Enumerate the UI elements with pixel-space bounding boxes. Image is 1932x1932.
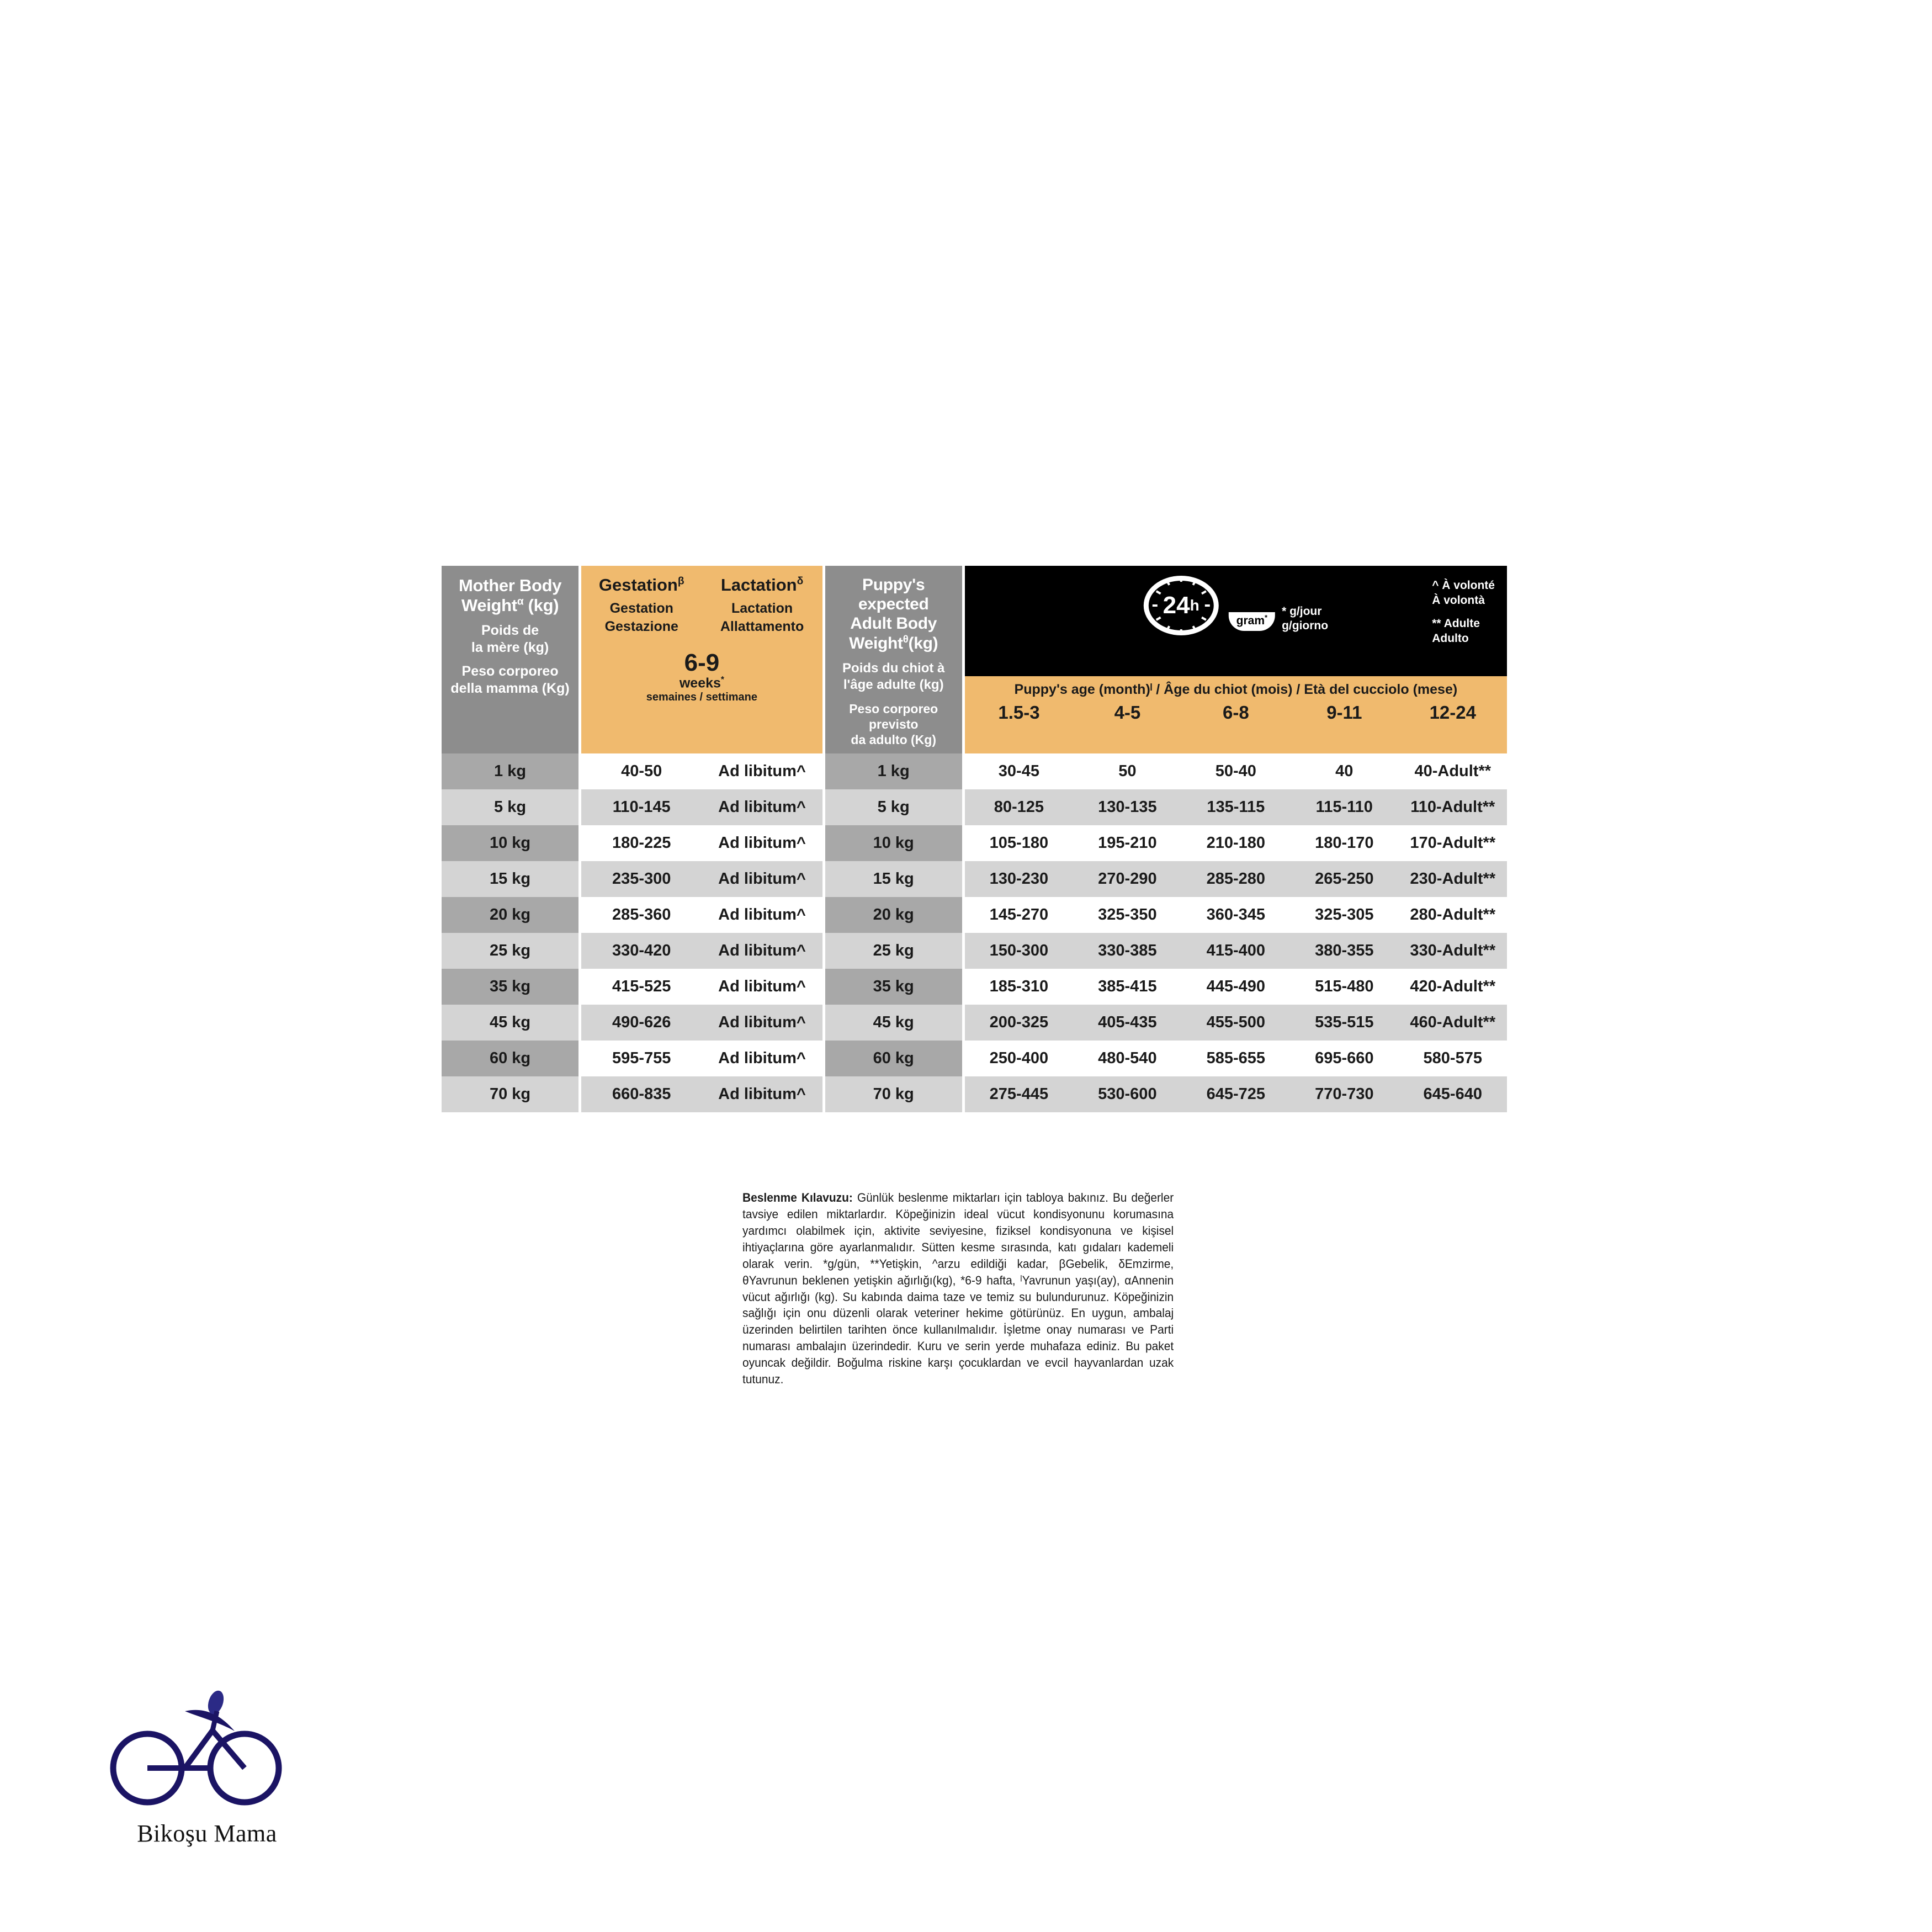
clock-unit: h xyxy=(1190,597,1199,614)
header-mother-body-weight xyxy=(442,566,578,753)
table-row xyxy=(442,753,1507,789)
cell-lactation: Ad libitum^ xyxy=(702,825,822,861)
age-col-1: 1.5-3 xyxy=(998,702,1040,723)
header-puppy-unit: (kg) xyxy=(908,634,938,653)
header-puppy-en3: Weight xyxy=(849,634,903,653)
feeding-guide-table xyxy=(442,566,1507,1112)
header-gestation-lactation xyxy=(581,566,822,753)
age-col-3: 6-8 xyxy=(1223,702,1249,723)
cell-puppy-weight: 20 kg xyxy=(825,897,962,933)
cell-age-5: 420-Adult** xyxy=(1399,969,1507,1005)
cell-age-4: 40 xyxy=(1290,753,1398,789)
feeding-guide-heading: Beslenme Kılavuzu: xyxy=(742,1191,853,1204)
cell-puppy-weight: 5 kg xyxy=(825,789,962,825)
cell-age-3: 455-500 xyxy=(1182,1005,1290,1041)
header-puppy-en2: Adult Body xyxy=(850,614,937,633)
header-puppy-fr1: Poids du chiot à xyxy=(842,661,945,676)
cell-age-5: 460-Adult** xyxy=(1399,1005,1507,1041)
header-mother-it1: Peso corporeo xyxy=(461,664,559,680)
cell-lactation: Ad libitum^ xyxy=(702,753,822,789)
cell-age-4: 770-730 xyxy=(1290,1076,1398,1112)
header-mother-title-it xyxy=(446,663,574,697)
feeding-guide-body: Günlük beslenme miktarları için tabloya bakınız. Bu değerler tavsiye edilen miktarlardır. Köpeğinizin ideal vücut kondisyonunu korumasına yardımcı olabilmek için, aktivite seviyesine, fiziksel kondisyonuna ve kişisel ihtiyaçlarına göre ayarlanmalıdır. Sütten kesme sırasında, katı gıdaları kademeli olarak verin. *g/gün, **Yetişkin, ^arzu edildiği kadar, βGebelik, δEmzirme, θYavrunun beklenen yetişkin ağırlığı(kg), *6-9 hafta, ˡYavrunun yaşı(ay), αAnnenin vücut ağırlığı (kg). Su kabında daima taze ve temiz su bulundurunuz. Köpeğinizin sağlığı için onu düzenli olarak veteriner hekime götürünüz. En uygun, ambalaj üzerinden belirtilen tarihten önce kullanılmalıdır. İşletme onay numarası ve Parti numarası ambalajın üzerindedir. Kuru ve serin yerde muhafaza ediniz. Bu paket oyuncak değildir. Boğulma riskine karşı çocuklardan ve evcil hayvanlardan uzak tutunuz. xyxy=(742,1191,1174,1387)
header-mother-title-en1: Mother Body xyxy=(459,576,562,595)
header-ages-black-band xyxy=(965,566,1507,676)
header-puppy-en1: Puppy's expected xyxy=(858,576,929,613)
cell-age-3: 445-490 xyxy=(1182,969,1290,1005)
cell-age-5: 110-Adult** xyxy=(1399,789,1507,825)
table-row xyxy=(442,897,1507,933)
header-gestation-fr: Gestation xyxy=(609,601,673,617)
cell-age-5: 230-Adult** xyxy=(1399,861,1507,897)
header-puppy-it xyxy=(829,701,959,747)
header-weeks-sup: * xyxy=(720,675,724,685)
unit-per-day-label xyxy=(1282,604,1328,634)
cell-age-2: 270-290 xyxy=(1073,861,1181,897)
volonte-fr: ^ À volonté xyxy=(1432,579,1495,592)
header-lactation-title: Lactation xyxy=(720,575,797,595)
cell-mother-weight: 25 kg xyxy=(442,933,578,969)
cell-age-4: 695-660 xyxy=(1290,1041,1398,1076)
cell-age-5: 330-Adult** xyxy=(1399,933,1507,969)
cell-age-1: 80-125 xyxy=(965,789,1073,825)
g-jour: * g/jour xyxy=(1282,604,1322,618)
table-body xyxy=(442,753,1507,1112)
cell-mother-weight: 20 kg xyxy=(442,897,578,933)
cell-age-4: 180-170 xyxy=(1290,825,1398,861)
cell-age-4: 515-480 xyxy=(1290,969,1398,1005)
header-weeks-range: 6-9 xyxy=(684,649,720,677)
cell-age-2: 325-350 xyxy=(1073,897,1181,933)
cell-mother-weight: 45 kg xyxy=(442,1005,578,1041)
cell-puppy-weight: 1 kg xyxy=(825,753,962,789)
cell-mother-weight: 10 kg xyxy=(442,825,578,861)
cell-age-2: 330-385 xyxy=(1073,933,1181,969)
clock-badge-group xyxy=(1144,576,1328,638)
header-weeks-label: weeks xyxy=(679,675,721,691)
cell-age-1: 130-230 xyxy=(965,861,1073,897)
age-col-5: 12-24 xyxy=(1429,702,1476,723)
cell-age-2: 195-210 xyxy=(1073,825,1181,861)
cell-lactation: Ad libitum^ xyxy=(702,933,822,969)
cell-gestation: 285-360 xyxy=(581,897,702,933)
table-row xyxy=(442,825,1507,861)
cell-age-5: 40-Adult** xyxy=(1399,753,1507,789)
cell-age-2: 480-540 xyxy=(1073,1041,1181,1076)
cell-age-4: 325-305 xyxy=(1290,897,1398,933)
cell-age-2: 385-415 xyxy=(1073,969,1181,1005)
cell-age-1: 145-270 xyxy=(965,897,1073,933)
cell-age-3: 645-725 xyxy=(1182,1076,1290,1112)
cell-age-1: 200-325 xyxy=(965,1005,1073,1041)
header-gestation xyxy=(581,575,702,635)
cell-age-2: 50 xyxy=(1073,753,1181,789)
header-puppy-fr xyxy=(829,660,959,693)
clock-24h-icon xyxy=(1144,576,1221,638)
cell-gestation: 660-835 xyxy=(581,1076,702,1112)
header-mother-fr2: la mère (kg) xyxy=(471,640,549,656)
ages-column-labels xyxy=(965,702,1507,723)
cell-puppy-weight: 10 kg xyxy=(825,825,962,861)
cell-age-3: 415-400 xyxy=(1182,933,1290,969)
cell-age-4: 265-250 xyxy=(1290,861,1398,897)
header-ages-orange-band xyxy=(965,676,1507,753)
cell-gestation: 235-300 xyxy=(581,861,702,897)
table-row xyxy=(442,789,1507,825)
cell-age-3: 210-180 xyxy=(1182,825,1290,861)
cell-lactation: Ad libitum^ xyxy=(702,1041,822,1076)
cell-puppy-weight: 60 kg xyxy=(825,1041,962,1076)
cell-puppy-weight: 45 kg xyxy=(825,1005,962,1041)
gram-sup: * xyxy=(1265,613,1268,622)
cell-lactation: Ad libitum^ xyxy=(702,969,822,1005)
cell-age-3: 285-280 xyxy=(1182,861,1290,897)
cell-mother-weight: 5 kg xyxy=(442,789,578,825)
cell-puppy-weight: 15 kg xyxy=(825,861,962,897)
header-lactation-fr: Lactation xyxy=(731,601,793,617)
header-lactation-it: Allattamento xyxy=(720,618,804,634)
feeding-guide-paragraph xyxy=(742,1190,1174,1388)
cell-gestation: 415-525 xyxy=(581,969,702,1005)
g-giorno: g/giorno xyxy=(1282,619,1329,632)
age-col-4: 9-11 xyxy=(1326,702,1362,723)
cell-age-4: 380-355 xyxy=(1290,933,1398,969)
cell-age-2: 530-600 xyxy=(1073,1076,1181,1112)
cell-puppy-weight: 25 kg xyxy=(825,933,962,969)
cell-puppy-weight: 35 kg xyxy=(825,969,962,1005)
cell-age-5: 280-Adult** xyxy=(1399,897,1507,933)
cell-age-1: 105-180 xyxy=(965,825,1073,861)
header-puppy-ages xyxy=(965,566,1507,753)
ad-libitum-legend xyxy=(1432,578,1495,646)
cell-puppy-weight: 70 kg xyxy=(825,1076,962,1112)
cell-lactation: Ad libitum^ xyxy=(702,789,822,825)
brand-logo xyxy=(102,1678,312,1848)
cell-age-1: 275-445 xyxy=(965,1076,1073,1112)
header-mother-it2: della mamma (Kg) xyxy=(450,680,570,696)
bicycle-logo-icon xyxy=(102,1678,312,1816)
header-puppy-fr2: l'âge adulte (kg) xyxy=(843,677,944,693)
adulto-it: Adulto xyxy=(1432,631,1469,645)
table-row xyxy=(442,1076,1507,1112)
cell-age-2: 130-135 xyxy=(1073,789,1181,825)
cell-age-3: 585-655 xyxy=(1182,1041,1290,1076)
cell-mother-weight: 70 kg xyxy=(442,1076,578,1112)
brand-name: Bikoşu Mama xyxy=(137,1820,277,1847)
cell-mother-weight: 15 kg xyxy=(442,861,578,897)
cell-age-4: 115-110 xyxy=(1290,789,1398,825)
cell-age-3: 360-345 xyxy=(1182,897,1290,933)
header-lactation xyxy=(702,575,822,635)
gram-badge xyxy=(1229,612,1275,631)
header-weeks-block xyxy=(581,651,822,704)
cell-gestation: 595-755 xyxy=(581,1041,702,1076)
table-row xyxy=(442,969,1507,1005)
header-mother-unit: (kg) xyxy=(523,595,559,615)
header-puppy-it1: Peso corporeo previsto xyxy=(849,702,938,732)
header-weeks-sub: semaines / settimane xyxy=(646,691,758,704)
cell-gestation: 330-420 xyxy=(581,933,702,969)
volonte-it: À volontà xyxy=(1432,594,1485,607)
cell-age-3: 50-40 xyxy=(1182,753,1290,789)
cell-age-2: 405-435 xyxy=(1073,1005,1181,1041)
cell-age-3: 135-115 xyxy=(1182,789,1290,825)
cell-gestation: 180-225 xyxy=(581,825,702,861)
header-lactation-sup: δ xyxy=(797,575,804,587)
adulte-fr: ** Adulte xyxy=(1432,617,1480,630)
cell-lactation: Ad libitum^ xyxy=(702,1005,822,1041)
cell-gestation: 490-626 xyxy=(581,1005,702,1041)
cell-mother-weight: 35 kg xyxy=(442,969,578,1005)
header-gestation-it: Gestazione xyxy=(604,618,678,634)
header-puppy-sup: θ xyxy=(903,633,909,645)
gram-label: gram xyxy=(1236,614,1265,627)
table-row xyxy=(442,861,1507,897)
header-mother-sup: α xyxy=(517,596,524,608)
cell-age-5: 580-575 xyxy=(1399,1041,1507,1076)
header-mother-title xyxy=(446,576,574,615)
cell-age-1: 185-310 xyxy=(965,969,1073,1005)
cell-age-1: 250-400 xyxy=(965,1041,1073,1076)
ages-title: Puppy's age (month)ˡ / Âge du chiot (mois) / Età del cucciolo (mese) xyxy=(1014,682,1458,697)
cell-lactation: Ad libitum^ xyxy=(702,897,822,933)
cell-age-4: 535-515 xyxy=(1290,1005,1398,1041)
cell-gestation: 110-145 xyxy=(581,789,702,825)
clock-value: 24 xyxy=(1163,592,1190,619)
header-puppy-it2: da adulto (Kg) xyxy=(851,733,936,747)
header-mother-fr1: Poids de xyxy=(481,622,539,638)
header-puppy-adult-weight xyxy=(825,566,962,753)
cell-mother-weight: 1 kg xyxy=(442,753,578,789)
cell-age-5: 170-Adult** xyxy=(1399,825,1507,861)
cell-age-1: 150-300 xyxy=(965,933,1073,969)
table-row xyxy=(442,1005,1507,1041)
cell-age-5: 645-640 xyxy=(1399,1076,1507,1112)
header-gestation-sup: β xyxy=(677,575,684,587)
cell-mother-weight: 60 kg xyxy=(442,1041,578,1076)
cell-lactation: Ad libitum^ xyxy=(702,861,822,897)
table-row xyxy=(442,1041,1507,1076)
cell-gestation: 40-50 xyxy=(581,753,702,789)
cell-lactation: Ad libitum^ xyxy=(702,1076,822,1112)
table-header xyxy=(442,566,1507,753)
header-puppy-title xyxy=(829,576,959,654)
age-col-2: 4-5 xyxy=(1114,702,1141,723)
header-gestation-title: Gestation xyxy=(598,575,678,595)
table-row xyxy=(442,933,1507,969)
header-mother-title-fr xyxy=(446,622,574,657)
cell-age-1: 30-45 xyxy=(965,753,1073,789)
header-mother-title-en2: Weight xyxy=(461,595,517,615)
